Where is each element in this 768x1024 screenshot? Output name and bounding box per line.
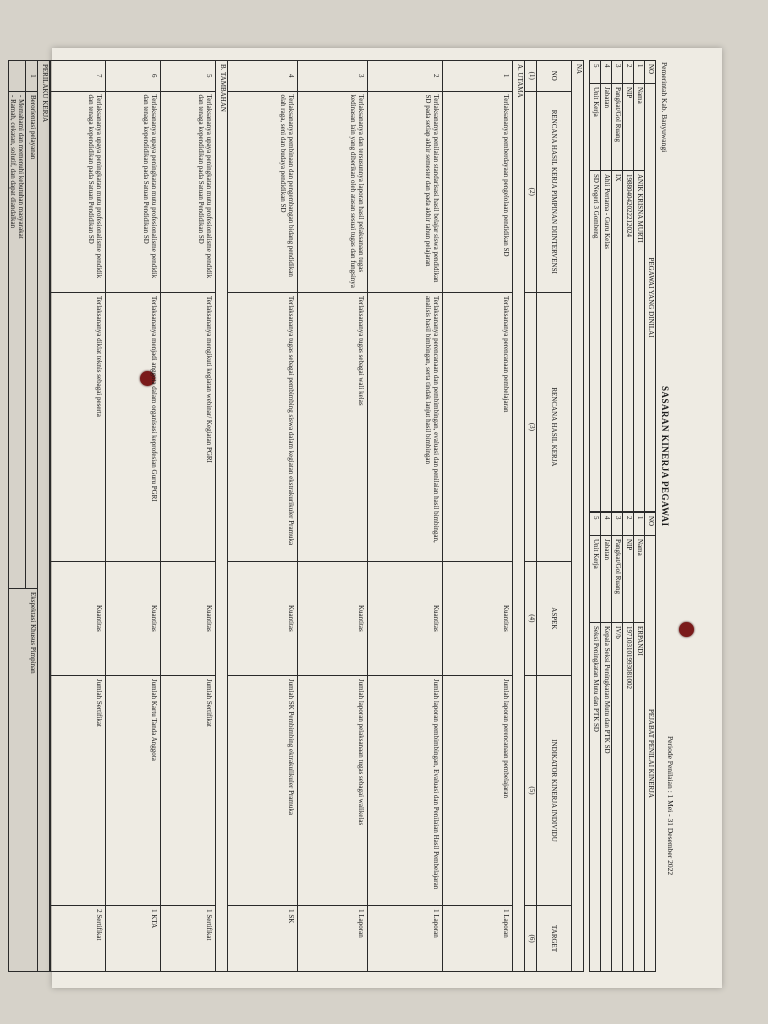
table-row: 1 Terlaksananya pemberdayaan pengelolaan pendidikan SD Terlaksananya perencanaan pembelajaran Kuantitas Jumlah laporan perencanaan pembelajaran 1 Laporan (443, 61, 513, 972)
table-row: 3 Terlaksananya dan tersusunnya laporan hasil pelaksanaan tugas kedinasan lain yang diberikan oleh atasan sesuai tugas dan fungsinya Terlaksananya tugas sebagai wali kelas Kuantitas Jumlah laporan pelaksanaan tugas sebagai walikelas 1 Laporan (298, 61, 368, 972)
table-row: 7 Terlaksananya upaya peningkatan mutu profesionalisme pendidik dan tenaga kependidikan pada Satuan Pendidikan SD Terlaksananya diklat teknis sebagai peserta Kuantitas Jumlah Sertifikat 2 Sertifikat (51, 61, 106, 972)
table-row: 5 Unit Kerja SD Negeri 3 Gombeng (590, 61, 601, 512)
punch-hole (679, 622, 694, 637)
period: Periode Penilaian : 1 Mei - 31 Desember 2022 (666, 736, 675, 876)
table-row: 4 Jabatan Kepala Seksi Peningkatan Mutu dan PTK SD (601, 513, 612, 972)
pegawai-table (589, 60, 656, 512)
ekspektasi-label: Ekspektasi Khusus Pimpinan (8, 589, 37, 972)
section-b-title: B. TAMBAHAN (216, 61, 228, 972)
table-row: 2 NIP 198804042022212024 (623, 61, 634, 512)
pegawai-section-title: PEGAWAI YANG DINILAI (645, 84, 656, 512)
perilaku-title: PERILAKU KERJA (38, 61, 50, 972)
table-row: 3 Pangkat/Gol Ruang IV/b (612, 513, 623, 972)
table-row: 2 Terlaksananya penilaian standarisasi hasil belajar siswa pendidikan SD pada setiap akhir semester dan pada akhir tahun pelajaran Terlaksananya perencanaan dan pembimbingan, evaluasi dan penilaian hasil bimbingan, analisis hasil bimbingan, serta tindak lanjut hasil bimbingan Kuantitas Jumlah laporan pembimbingan, Evaluasi dan Penilaian Hasil Pembelajaran 1 Laporan (368, 61, 443, 972)
penilai-no-header: NO (645, 513, 656, 536)
section-a-title: A. UTAMA (513, 61, 525, 972)
na-label: NA (572, 61, 584, 972)
perilaku-aspect: Berorientasi pelayanan (26, 92, 38, 589)
rotated-document-content (8, 56, 675, 976)
list-item: - Ramah, cekatan, solutif, dan dapat diandalkan (8, 95, 17, 229)
column-number-row: (1) (2) (3) (4) (5) (6) (525, 61, 537, 972)
skp-table (50, 60, 584, 972)
table-row: 4 Jabatan Ahli Pertama - Guru Kelas (601, 61, 612, 512)
table-row: 5 Terlaksananya upaya peningkatan mutu profesionalisme pendidik dan tenaga kependidikan pada Satuan Pendidikan SD Terlaksananya mengikuti kegiatan webinar/ Kegiatan PGRI Kuantitas Jumlah Sertifikat 1 Sertifikat (161, 61, 216, 972)
list-item: - Memahami dan memenuhi kebutuhan masyarakat (17, 95, 25, 239)
perilaku-items (8, 92, 25, 589)
table-row: 2 NIP 197103101993081002 (623, 513, 634, 972)
table-row: 1 Nama ANIK KRISNA MURTI (634, 61, 645, 512)
penilai-section-title: PEJABAT PENILAI KINERJA (645, 536, 656, 972)
penilai-table (589, 512, 656, 972)
header-row: NO RENCANA HASIL KERJA PIMPINAN DIINTERVENSI RENCANA HASIL KERJA ASPEK INDIKATOR KINERJA INDIVIDU TARGET (537, 61, 572, 972)
pegawai-no-header: NO (645, 61, 656, 84)
table-row: 6 Terlaksananya upaya peningkatan mutu profesionalisme pendidik dan tenaga kependidikan pada Satuan Pendidikan SD Terlaksananya menjadi anggota dalam organisasi keprofesian Guru PGRI Kuantitas Jumlah Kartu Tanda Anggota 1 KTA (106, 61, 161, 972)
table-row: 5 Unit Kerja Seksi Peningkatan Mutu dan PTK SD (590, 513, 601, 972)
table-row: 1 Nama ERPANDI (634, 513, 645, 972)
table-row: 3 Pangkat/Gol Ruang IX (612, 61, 623, 512)
document-title: SASARAN KINERJA PEGAWAI (660, 386, 670, 527)
agency-name: Pemerintah Kab. Banyuwangi (660, 62, 669, 153)
table-row: 4 Terlaksananya pembinaan dan pengembangan bidang pendidikan olah raga, seni dan budaya pendidikan SD Terlaksananya tugas sebagai pembimbing siswa dalam kegiatan ekstrakurikuler Pramuka Kuantitas Jumlah SK Pembimbing ektrakulikuler Pramuka 1 SK (228, 61, 298, 972)
perilaku-table: PERILAKU KERJA 1 Berorientasi pelayanan Ekspektasi Khusus Pimpinan - Memahami dan memenuhi kebutuhan masyarakat - Ramah, cekatan, solutif, dan dapat diandalkan (8, 60, 50, 972)
